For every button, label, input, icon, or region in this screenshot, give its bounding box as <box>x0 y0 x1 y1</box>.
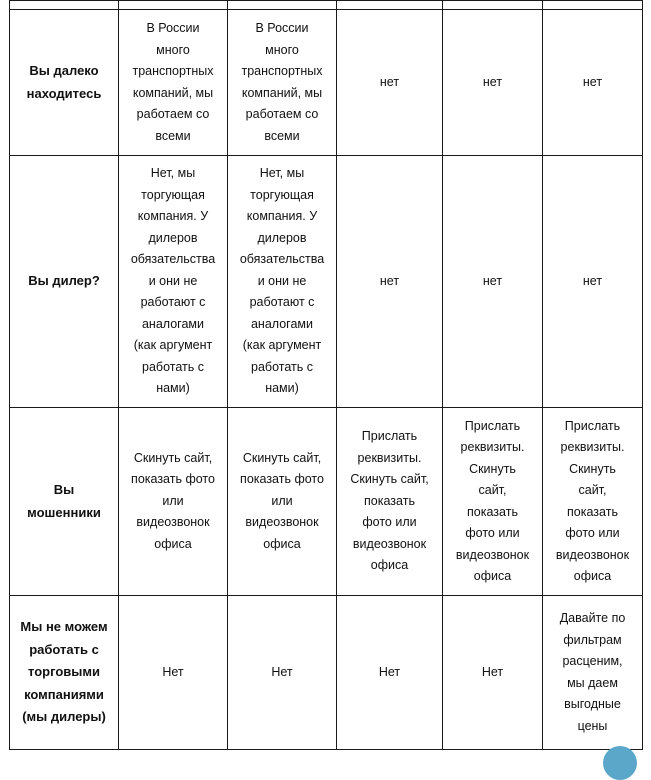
table-row-far-away <box>10 10 643 156</box>
answer-cell <box>443 596 543 750</box>
answer-text: Прислать реквизиты. Скинуть сайт, показать фото или видеозвонок офиса <box>555 418 630 583</box>
answer-cell <box>119 156 228 408</box>
question-text: Вы далеко находитесь <box>26 63 102 101</box>
answer-cell <box>228 408 337 596</box>
stub-cell <box>443 1 543 10</box>
table-row-dealers-only <box>10 596 643 750</box>
question-text: Мы не можем работать с торговыми компаниями (мы дилеры) <box>20 619 108 725</box>
answer-text: нет <box>582 74 603 89</box>
answer-cell <box>228 10 337 156</box>
answer-cell <box>543 10 643 156</box>
answer-cell <box>443 10 543 156</box>
answer-text: нет <box>482 74 503 89</box>
answer-text: Прислать реквизиты. Скинуть сайт, показать фото или видеозвонок офиса <box>350 429 429 573</box>
answer-text: Давайте по фильтрам расценим, мы даем выгодные цены <box>559 611 626 733</box>
objections-table <box>9 0 643 750</box>
answer-text: Нет, мы торгующая компания. У дилеров обязательства и они не работают с аналогами (как аргумент работать с нами) <box>239 166 325 396</box>
answer-text: нет <box>379 74 400 89</box>
question-text: Вы мошенники <box>27 482 101 520</box>
answer-text: Нет, мы торгующая компания. У дилеров обязательства и они не работают с аналогами (как аргумент работать с нами) <box>130 166 216 396</box>
answer-text: Нет <box>271 664 293 679</box>
table-row-dealer <box>10 156 643 408</box>
stub-cell <box>228 1 337 10</box>
answer-text: нет <box>582 273 603 288</box>
question-cell <box>10 10 119 156</box>
question-text: Вы дилер? <box>28 273 100 289</box>
answer-text: нет <box>379 273 400 288</box>
stub-cell <box>543 1 643 10</box>
answer-text: Прислать реквизиты. Скинуть сайт, показать фото или видеозвонок офиса <box>455 418 530 583</box>
answer-cell <box>228 596 337 750</box>
answer-text: Скинуть сайт, показать фото или видеозвонок офиса <box>240 450 324 551</box>
stub-cell <box>10 1 119 10</box>
answer-cell <box>543 408 643 596</box>
question-cell <box>10 596 119 750</box>
stub-cell <box>119 1 228 10</box>
table-row-scammers <box>10 408 643 596</box>
answer-cell <box>337 156 443 408</box>
answer-cell <box>543 596 643 750</box>
answer-text: В России много транспортных компаний, мы работаем со всеми <box>241 21 323 143</box>
answer-text: Нет <box>378 664 401 679</box>
answer-text: нет <box>482 273 503 288</box>
answer-cell <box>228 156 337 408</box>
answer-cell <box>337 596 443 750</box>
answer-cell <box>443 156 543 408</box>
question-cell <box>10 408 119 596</box>
answer-text: В России много транспортных компаний, мы работаем со всеми <box>132 21 214 143</box>
answer-cell <box>337 408 443 596</box>
answer-cell <box>119 408 228 596</box>
answer-cell <box>543 156 643 408</box>
answer-cell <box>337 10 443 156</box>
floating-action-circle[interactable] <box>603 746 637 780</box>
stub-cell <box>337 1 443 10</box>
question-cell <box>10 156 119 408</box>
answer-text: Скинуть сайт, показать фото или видеозвонок офиса <box>131 450 215 551</box>
answer-text: Нет <box>481 664 504 679</box>
answer-cell <box>119 596 228 750</box>
answer-cell <box>119 10 228 156</box>
answer-text: Нет <box>162 664 184 679</box>
table-top-stub-row <box>10 1 643 10</box>
answer-cell <box>443 408 543 596</box>
